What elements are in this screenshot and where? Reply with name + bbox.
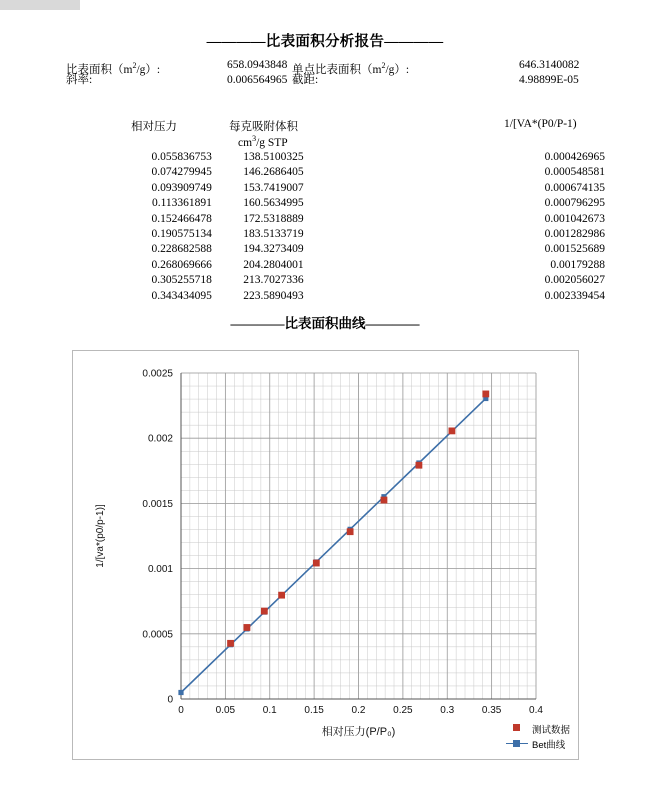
cell-volume: 146.2686405 <box>243 166 304 179</box>
cell-volume: 172.5318889 <box>243 212 304 225</box>
page-title: ————比表面积分析报告———— <box>206 34 444 50</box>
chart-title: ————比表面积曲线———— <box>230 316 420 331</box>
svg-text:0: 0 <box>167 694 173 706</box>
cell-bet-value: 0.000426965 <box>544 151 605 163</box>
svg-text:相对压力(P/P₀): 相对压力(P/P₀) <box>321 726 396 738</box>
cell-relative-pressure: 0.228682588 <box>151 243 212 256</box>
table-row <box>0 181 650 196</box>
summary-label-surface-area: 比表面积$(m^2/g)$: <box>66 61 161 76</box>
svg-text:0.25: 0.25 <box>393 705 413 716</box>
cell-bet-value: 0.00179288 <box>550 258 605 271</box>
svg-text:0.05: 0.05 <box>215 705 236 716</box>
svg-text:0.001: 0.001 <box>147 564 173 576</box>
cell-bet-value: 0.001525689 <box>544 243 605 256</box>
chart-container <box>72 350 579 760</box>
summary-row <box>0 73 650 88</box>
table-row <box>0 273 650 288</box>
summary-label-intercept: 截距: <box>292 74 319 86</box>
svg-text:0.2: 0.2 <box>351 705 366 716</box>
svg-text:0.0025: 0.0025 <box>142 368 173 380</box>
svg-text:0.3: 0.3 <box>440 705 455 716</box>
cell-relative-pressure: 0.343434095 <box>151 289 212 302</box>
cell-relative-pressure: 0.268069666 <box>151 258 212 271</box>
cell-bet-value: 0.002056027 <box>544 274 605 287</box>
cell-relative-pressure: 0.152466478 <box>151 212 212 225</box>
svg-text:0.35: 0.35 <box>481 705 502 716</box>
cell-bet-value: 0.001042673 <box>544 212 605 225</box>
svg-text:0.002: 0.002 <box>147 433 173 445</box>
summary-value-single-point: 646.3140082 <box>519 59 580 71</box>
table-row <box>0 150 650 165</box>
summary-value-slope: 0.006564965 <box>227 74 288 86</box>
table-row <box>0 227 650 242</box>
table-row <box>0 289 650 304</box>
legend-item-data <box>506 721 570 736</box>
cell-relative-pressure: 0.305255718 <box>151 274 212 287</box>
table-row <box>0 165 650 180</box>
cell-bet-value: 0.000674135 <box>544 181 605 194</box>
legend-item-bet-line <box>506 736 570 751</box>
top-gray-bar <box>0 0 80 10</box>
summary-label-slope: 斜率: <box>66 74 93 86</box>
svg-text:1/[va*(p0/p-1)]: 1/[va*(p0/p-1)] <box>95 504 106 568</box>
cell-volume: 183.5133719 <box>243 228 304 241</box>
data-table <box>0 150 650 304</box>
summary-value-surface-area: 658.0943848 <box>227 59 288 71</box>
legend-marker-line-icon <box>506 738 528 749</box>
bet-scatter-chart <box>73 351 576 757</box>
table-row <box>0 212 650 227</box>
table-row <box>0 242 650 257</box>
svg-text:0.15: 0.15 <box>304 705 324 716</box>
cell-bet-value: 0.000796295 <box>544 197 605 210</box>
svg-text:0.1: 0.1 <box>262 705 277 716</box>
cell-bet-value: 0.002339454 <box>544 289 605 302</box>
svg-text:0: 0 <box>178 705 184 716</box>
cell-volume: 153.7419007 <box>243 181 304 194</box>
data-table-body <box>0 150 650 304</box>
cell-relative-pressure: 0.074279945 <box>151 166 212 179</box>
cell-bet-value: 0.001282986 <box>544 228 605 241</box>
cell-relative-pressure: 0.190575134 <box>151 228 212 241</box>
column-header-relative-pressure: 相对压力 <box>131 121 177 133</box>
cell-relative-pressure: 0.113361891 <box>151 197 212 210</box>
cell-volume: 213.7027336 <box>243 274 304 287</box>
table-row <box>0 196 650 211</box>
column-header-adsorbed-volume-units: $cm^3/g$ STP <box>238 134 288 149</box>
cell-relative-pressure: 0.055836753 <box>151 151 212 163</box>
chart-legend <box>506 721 570 751</box>
legend-marker-square-icon <box>506 723 528 734</box>
cell-volume: 160.5634995 <box>243 197 304 210</box>
cell-volume: 138.5100325 <box>243 151 304 163</box>
svg-text:0.4: 0.4 <box>529 705 543 716</box>
summary-block <box>0 58 650 88</box>
svg-text:0.0005: 0.0005 <box>142 629 173 641</box>
summary-row <box>0 58 650 76</box>
cell-relative-pressure: 0.093909749 <box>151 181 212 194</box>
table-row <box>0 258 650 273</box>
column-header-bet-value: 1/[VA*(P0/P-1) <box>504 118 577 130</box>
legend-label-data: 测试数据 <box>531 724 570 736</box>
summary-value-intercept: 4.98899E-05 <box>519 74 579 86</box>
summary-label-single-point: 单点比表面积$(m^2/g)$: <box>292 61 410 76</box>
svg-text:0.0015: 0.0015 <box>142 498 173 510</box>
column-header-adsorbed-volume: 每克吸附体积 <box>229 121 298 133</box>
cell-bet-value: 0.000548581 <box>544 166 605 179</box>
cell-volume: 204.2804001 <box>243 258 304 271</box>
cell-volume: 194.3273409 <box>243 243 304 256</box>
legend-label-bet-line: Bet曲线 <box>531 739 566 751</box>
cell-volume: 223.5890493 <box>243 289 304 302</box>
